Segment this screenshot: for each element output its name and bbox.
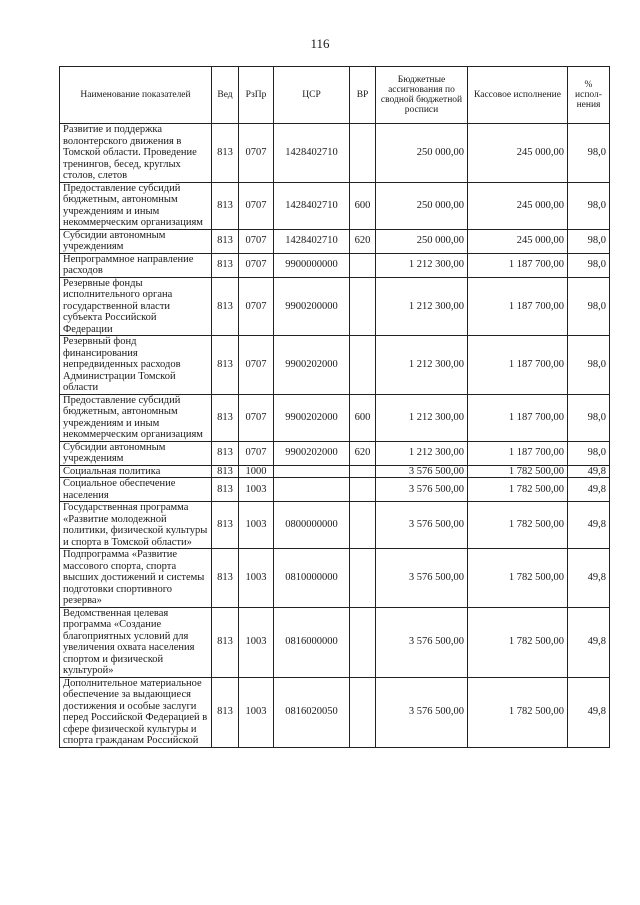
cell-cash: 1 782 500,00	[468, 502, 568, 549]
cell-ved: 813	[212, 336, 239, 395]
cell-rzpr: 1003	[239, 607, 274, 677]
header-budget: Бюджетные ассигнования по сводной бюджетной росписи	[376, 67, 468, 124]
table-row	[60, 502, 610, 549]
cell-vr: 600	[350, 182, 376, 229]
cell-percent: 98,0	[568, 253, 610, 277]
page-number: 116	[310, 36, 330, 51]
cell-vr	[350, 124, 376, 183]
cell-vr	[350, 253, 376, 277]
cell-budget: 1 212 300,00	[376, 277, 468, 336]
cell-ved: 813	[212, 277, 239, 336]
cell-vr	[350, 677, 376, 747]
header-name: Наименование показателей	[60, 67, 212, 124]
table-row	[60, 441, 610, 465]
cell-name: Резервные фонды исполнительного органа государственной власти субъекта Российской Федерации	[60, 277, 212, 336]
header-percent: % испол-нения	[568, 67, 610, 124]
table-row	[60, 549, 610, 608]
cell-ved: 813	[212, 124, 239, 183]
cell-rzpr: 0707	[239, 253, 274, 277]
cell-vr	[350, 549, 376, 608]
cell-ved: 813	[212, 549, 239, 608]
cell-rzpr: 0707	[239, 229, 274, 253]
cell-percent: 98,0	[568, 394, 610, 441]
cell-csr: 9900202000	[274, 336, 350, 395]
cell-ved: 813	[212, 465, 239, 478]
table-row	[60, 124, 610, 183]
table-row	[60, 607, 610, 677]
cell-ved: 813	[212, 229, 239, 253]
table-row	[60, 182, 610, 229]
cell-cash: 1 187 700,00	[468, 441, 568, 465]
cell-vr	[350, 465, 376, 478]
cell-percent: 98,0	[568, 336, 610, 395]
cell-rzpr: 0707	[239, 441, 274, 465]
table-row	[60, 394, 610, 441]
cell-cash: 1 782 500,00	[468, 465, 568, 478]
cell-cash: 245 000,00	[468, 229, 568, 253]
cell-csr: 0810000000	[274, 549, 350, 608]
cell-ved: 813	[212, 394, 239, 441]
cell-rzpr: 0707	[239, 394, 274, 441]
cell-percent: 98,0	[568, 182, 610, 229]
cell-ved: 813	[212, 441, 239, 465]
cell-name: Социальная политика	[60, 465, 212, 478]
cell-budget: 250 000,00	[376, 229, 468, 253]
cell-csr	[274, 478, 350, 502]
header-vr: ВР	[350, 67, 376, 124]
cell-percent: 98,0	[568, 124, 610, 183]
cell-csr: 9900200000	[274, 277, 350, 336]
cell-vr	[350, 277, 376, 336]
cell-rzpr: 1003	[239, 478, 274, 502]
cell-cash: 245 000,00	[468, 182, 568, 229]
cell-name: Дополнительное материальное обеспечение за выдающиеся достижения и особые заслуги перед Российской Федерацией в сфере физической культуры и спорта гражданам Российской	[60, 677, 212, 747]
cell-csr: 0816000000	[274, 607, 350, 677]
cell-rzpr: 0707	[239, 277, 274, 336]
table-row	[60, 277, 610, 336]
cell-percent: 49,8	[568, 549, 610, 608]
cell-percent: 49,8	[568, 607, 610, 677]
cell-csr: 1428402710	[274, 182, 350, 229]
cell-cash: 1 782 500,00	[468, 677, 568, 747]
cell-cash: 1 187 700,00	[468, 336, 568, 395]
cell-rzpr: 0707	[239, 336, 274, 395]
cell-vr: 620	[350, 441, 376, 465]
cell-cash: 1 187 700,00	[468, 394, 568, 441]
cell-budget: 3 576 500,00	[376, 607, 468, 677]
cell-vr	[350, 607, 376, 677]
header-ved: Вед	[212, 67, 239, 124]
cell-name: Развитие и поддержка волонтерского движения в Томской области. Проведение тренингов, бесед, круглых столов, слетов	[60, 124, 212, 183]
cell-csr: 9900000000	[274, 253, 350, 277]
cell-budget: 250 000,00	[376, 182, 468, 229]
cell-percent: 49,8	[568, 677, 610, 747]
cell-budget: 1 212 300,00	[376, 441, 468, 465]
table-header	[60, 67, 610, 124]
cell-name: Предоставление субсидий бюджетным, автономным учреждениям и иным некоммерческим организациям	[60, 182, 212, 229]
cell-budget: 250 000,00	[376, 124, 468, 183]
cell-percent: 49,8	[568, 478, 610, 502]
cell-vr	[350, 502, 376, 549]
cell-vr: 620	[350, 229, 376, 253]
cell-budget: 3 576 500,00	[376, 478, 468, 502]
header-row	[60, 67, 610, 124]
cell-csr: 9900202000	[274, 394, 350, 441]
cell-name: Субсидии автономным учреждениям	[60, 229, 212, 253]
cell-ved: 813	[212, 253, 239, 277]
cell-budget: 3 576 500,00	[376, 502, 468, 549]
cell-rzpr: 1003	[239, 502, 274, 549]
cell-cash: 1 187 700,00	[468, 277, 568, 336]
cell-name: Ведомственная целевая программа «Создание благоприятных условий для увеличения охвата населения спортом и физической культурой»	[60, 607, 212, 677]
table-row	[60, 253, 610, 277]
cell-percent: 49,8	[568, 502, 610, 549]
budget-table	[59, 66, 610, 748]
cell-budget: 3 576 500,00	[376, 549, 468, 608]
cell-ved: 813	[212, 677, 239, 747]
cell-cash: 1 782 500,00	[468, 549, 568, 608]
cell-percent: 98,0	[568, 441, 610, 465]
cell-ved: 813	[212, 607, 239, 677]
header-cash: Кассовое исполнение	[468, 67, 568, 124]
cell-budget: 1 212 300,00	[376, 394, 468, 441]
header-rzpr: РзПр	[239, 67, 274, 124]
table-row	[60, 465, 610, 478]
cell-name: Субсидии автономным учреждениям	[60, 441, 212, 465]
cell-csr: 9900202000	[274, 441, 350, 465]
table-row	[60, 336, 610, 395]
cell-budget: 1 212 300,00	[376, 253, 468, 277]
table-body	[60, 124, 610, 748]
cell-name: Государственная программа «Развитие молодежной политики, физической культуры и спорта в Томской области»	[60, 502, 212, 549]
table-row	[60, 677, 610, 747]
cell-percent: 98,0	[568, 229, 610, 253]
cell-percent: 49,8	[568, 465, 610, 478]
cell-budget: 3 576 500,00	[376, 465, 468, 478]
cell-csr: 1428402710	[274, 124, 350, 183]
cell-rzpr: 0707	[239, 182, 274, 229]
cell-ved: 813	[212, 502, 239, 549]
cell-name: Подпрограмма «Развитие массового спорта, спорта высших достижений и системы подготовки спортивного резерва»	[60, 549, 212, 608]
cell-cash: 1 782 500,00	[468, 607, 568, 677]
cell-rzpr: 1003	[239, 549, 274, 608]
cell-cash: 1 187 700,00	[468, 253, 568, 277]
cell-percent: 98,0	[568, 277, 610, 336]
cell-budget: 1 212 300,00	[376, 336, 468, 395]
header-csr: ЦСР	[274, 67, 350, 124]
cell-rzpr: 1000	[239, 465, 274, 478]
table-row	[60, 229, 610, 253]
cell-cash: 245 000,00	[468, 124, 568, 183]
cell-budget: 3 576 500,00	[376, 677, 468, 747]
cell-csr: 0800000000	[274, 502, 350, 549]
cell-cash: 1 782 500,00	[468, 478, 568, 502]
cell-name: Предоставление субсидий бюджетным, автономным учреждениям и иным некоммерческим организациям	[60, 394, 212, 441]
cell-ved: 813	[212, 478, 239, 502]
cell-name: Социальное обеспечение населения	[60, 478, 212, 502]
cell-name: Резервный фонд финансирования непредвиденных расходов Администрации Томской области	[60, 336, 212, 395]
cell-csr: 0816020050	[274, 677, 350, 747]
cell-rzpr: 0707	[239, 124, 274, 183]
cell-csr: 1428402710	[274, 229, 350, 253]
cell-ved: 813	[212, 182, 239, 229]
cell-vr	[350, 336, 376, 395]
table-row	[60, 478, 610, 502]
cell-name: Непрограммное направление расходов	[60, 253, 212, 277]
cell-vr: 600	[350, 394, 376, 441]
cell-vr	[350, 478, 376, 502]
cell-rzpr: 1003	[239, 677, 274, 747]
cell-csr	[274, 465, 350, 478]
